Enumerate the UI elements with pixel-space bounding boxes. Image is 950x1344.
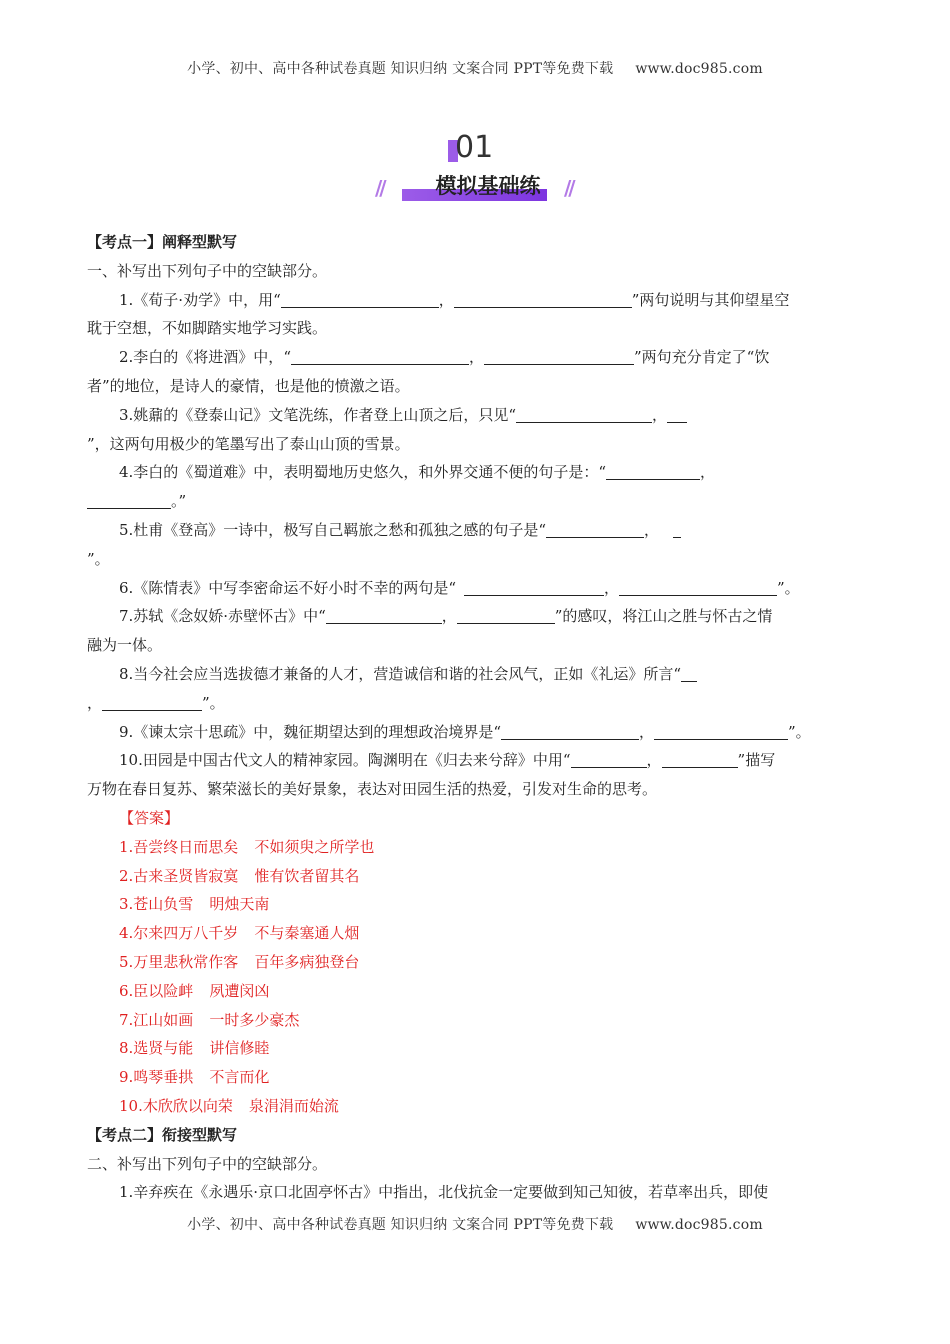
- answer-item: 4.尔来四万八千岁 不与秦塞通人烟: [119, 924, 360, 943]
- q10-text-b: ，: [646, 751, 662, 770]
- q7-text-b: ，: [441, 607, 457, 626]
- q10-text-d: 万物在春日复苏、繁荣滋长的美好景象，表达对田园生活的热爱，引发对生命的思考。: [87, 780, 658, 799]
- q8-text-b: ，: [87, 693, 103, 712]
- q4-text-c: 。”: [171, 492, 187, 511]
- question-10: [87, 746, 865, 804]
- q5-blank-2[interactable]: [673, 521, 681, 538]
- header-url[interactable]: www.doc985.com: [635, 61, 763, 77]
- answer-item: 7.江山如画 一时多少豪杰: [119, 1010, 300, 1029]
- q5-text-a: 5.杜甫《登高》一诗中，极写自己羁旅之愁和孤独之感的句子是“: [119, 520, 546, 539]
- question-8: [87, 660, 865, 718]
- section1-instruction: 一、补写出下列句子中的空缺部分。: [87, 261, 328, 280]
- q10-text-a: 10.田园是中国古代文人的精神家园。陶渊明在《归去来兮辞》中用“: [119, 751, 571, 770]
- q6-text-b: ，: [603, 578, 619, 597]
- q2-text-c: ”两句充分肯定了“饮: [634, 348, 770, 367]
- q8-text-a: 8.当今社会应当选拔德才兼备的人才，营造诚信和谐的社会风气，正如《礼运》所言“: [119, 664, 681, 683]
- q4-text-a: 4.李白的《蜀道难》中，表明蜀地历史悠久，和外界交通不便的句子是：“: [119, 463, 606, 482]
- q6-text-c: ”。: [777, 578, 800, 597]
- header-text: 小学、初中、高中各种试卷真题 知识归纳 文案合同 PPT等免费下载: [187, 61, 614, 77]
- answer-item: 10.木欣欣以向荣 泉涓涓而始流: [119, 1096, 339, 1115]
- answer-item: 9.鸣琴垂拱 不言而化: [119, 1068, 270, 1087]
- q8-text-c: ”。: [202, 693, 225, 712]
- q5-text-b: ，: [643, 520, 659, 539]
- q2-text-b: ，: [468, 348, 484, 367]
- q9-text-c: ”。: [788, 722, 811, 741]
- badge-number: 01: [455, 130, 494, 165]
- section2-question-1: 1.辛弃疾在《永遇乐·京口北固亭怀古》中指出，北伐抗金一定要做到知己知彼，若草率出兵，即使: [119, 1183, 769, 1202]
- q9-blank-2[interactable]: [654, 723, 788, 740]
- q3-text-b: ，: [651, 405, 667, 424]
- section2-heading: 【考点二】衔接型默写: [87, 1125, 238, 1144]
- q1-text-c: ”两句说明与其仰望星空: [631, 290, 790, 309]
- q1-text-d: 耽于空想，不如脚踏实地学习实践。: [87, 319, 328, 338]
- answer-label: 【答案】: [119, 808, 180, 827]
- q5-blank-1[interactable]: [546, 521, 644, 538]
- q9-text-a: 9.《谏太宗十思疏》中，魏征期望达到的理想政治境界是“: [119, 722, 501, 741]
- q2-text-a: 2.李白的《将进酒》中，“: [119, 348, 291, 367]
- answer-item: 6.臣以险衅 夙遭闵凶: [119, 981, 270, 1000]
- q4-blank-2[interactable]: [87, 492, 171, 509]
- answer-item: 1.吾尝终日而思矣 不如须臾之所学也: [119, 837, 375, 856]
- q7-text-c: ”的感叹，将江山之胜与怀古之情: [554, 607, 773, 626]
- question-3: [87, 401, 865, 459]
- section1-heading: 【考点一】阐释型默写: [87, 233, 238, 251]
- q3-text-c: ”，这两句用极少的笔墨写出了泰山山顶的雪景。: [87, 434, 410, 453]
- q10-blank-1[interactable]: [571, 751, 647, 768]
- answer-item: 8.选贤与能 讲信修睦: [119, 1039, 270, 1058]
- question-5: [87, 516, 865, 574]
- section2-instruction: 二、补写出下列句子中的空缺部分。: [87, 1154, 328, 1173]
- q7-text-a: 7.苏轼《念奴娇·赤壁怀古》中“: [119, 607, 326, 626]
- question-4: [87, 458, 865, 516]
- q6-text-a: 6.《陈情表》中写李密命运不好小时不幸的两句是“: [119, 578, 456, 597]
- footer-text: 小学、初中、高中各种试卷真题 知识归纳 文案合同 PPT等免费下载: [187, 1217, 614, 1233]
- q4-blank-1[interactable]: [606, 463, 700, 480]
- slash-right-icon: //: [564, 176, 573, 200]
- q6-blank-2[interactable]: [619, 579, 777, 596]
- q10-blank-2[interactable]: [662, 751, 738, 768]
- q1-text-b: ，: [438, 290, 454, 309]
- badge-label: 模拟基础练: [435, 174, 541, 198]
- question-7: [87, 602, 865, 660]
- q6-blank-1[interactable]: [464, 579, 604, 596]
- question-6: [87, 574, 865, 603]
- q7-blank-2[interactable]: [457, 607, 555, 624]
- footer-url[interactable]: www.doc985.com: [635, 1217, 763, 1233]
- answer-list: [87, 833, 865, 1121]
- q9-blank-1[interactable]: [501, 723, 639, 740]
- q3-blank-1[interactable]: [516, 406, 652, 423]
- q1-blank-2[interactable]: [454, 291, 632, 308]
- q4-text-b: ，: [699, 463, 715, 482]
- page-footer: [0, 1214, 950, 1234]
- answer-item: 3.苍山负雪 明烛天南: [119, 895, 270, 914]
- answer-item: 5.万里悲秋常作客 百年多病独登台: [119, 952, 360, 971]
- q1-blank-1[interactable]: [281, 291, 439, 308]
- q3-text-a: 3.姚鼐的《登泰山记》文笔洗练，作者登上山顶之后，只见“: [119, 405, 516, 424]
- question-9: [87, 718, 865, 747]
- q10-text-c: ”描写: [737, 751, 776, 770]
- q5-text-c: ”。: [87, 549, 110, 568]
- page-header: [0, 58, 950, 78]
- q7-text-d: 融为一体。: [87, 636, 163, 655]
- q2-blank-2[interactable]: [484, 348, 634, 365]
- q2-blank-1[interactable]: [291, 348, 469, 365]
- answer-item: 2.古来圣贤皆寂寞 惟有饮者留其名: [119, 866, 360, 885]
- question-2: [87, 343, 865, 401]
- q3-blank-2[interactable]: [667, 406, 687, 423]
- q1-text-a: 1.《荀子·劝学》中，用“: [119, 290, 281, 309]
- q8-blank-2[interactable]: [102, 694, 202, 711]
- question-1: [87, 286, 865, 344]
- section-badge: [375, 128, 580, 208]
- q2-text-d: 者”的地位，是诗人的豪情，也是他的愤激之语。: [87, 376, 410, 395]
- q8-blank-1[interactable]: [681, 665, 697, 682]
- slash-left-icon: //: [375, 176, 384, 200]
- q9-text-b: ，: [638, 722, 654, 741]
- q7-blank-1[interactable]: [326, 607, 442, 624]
- document-body: [87, 228, 865, 1207]
